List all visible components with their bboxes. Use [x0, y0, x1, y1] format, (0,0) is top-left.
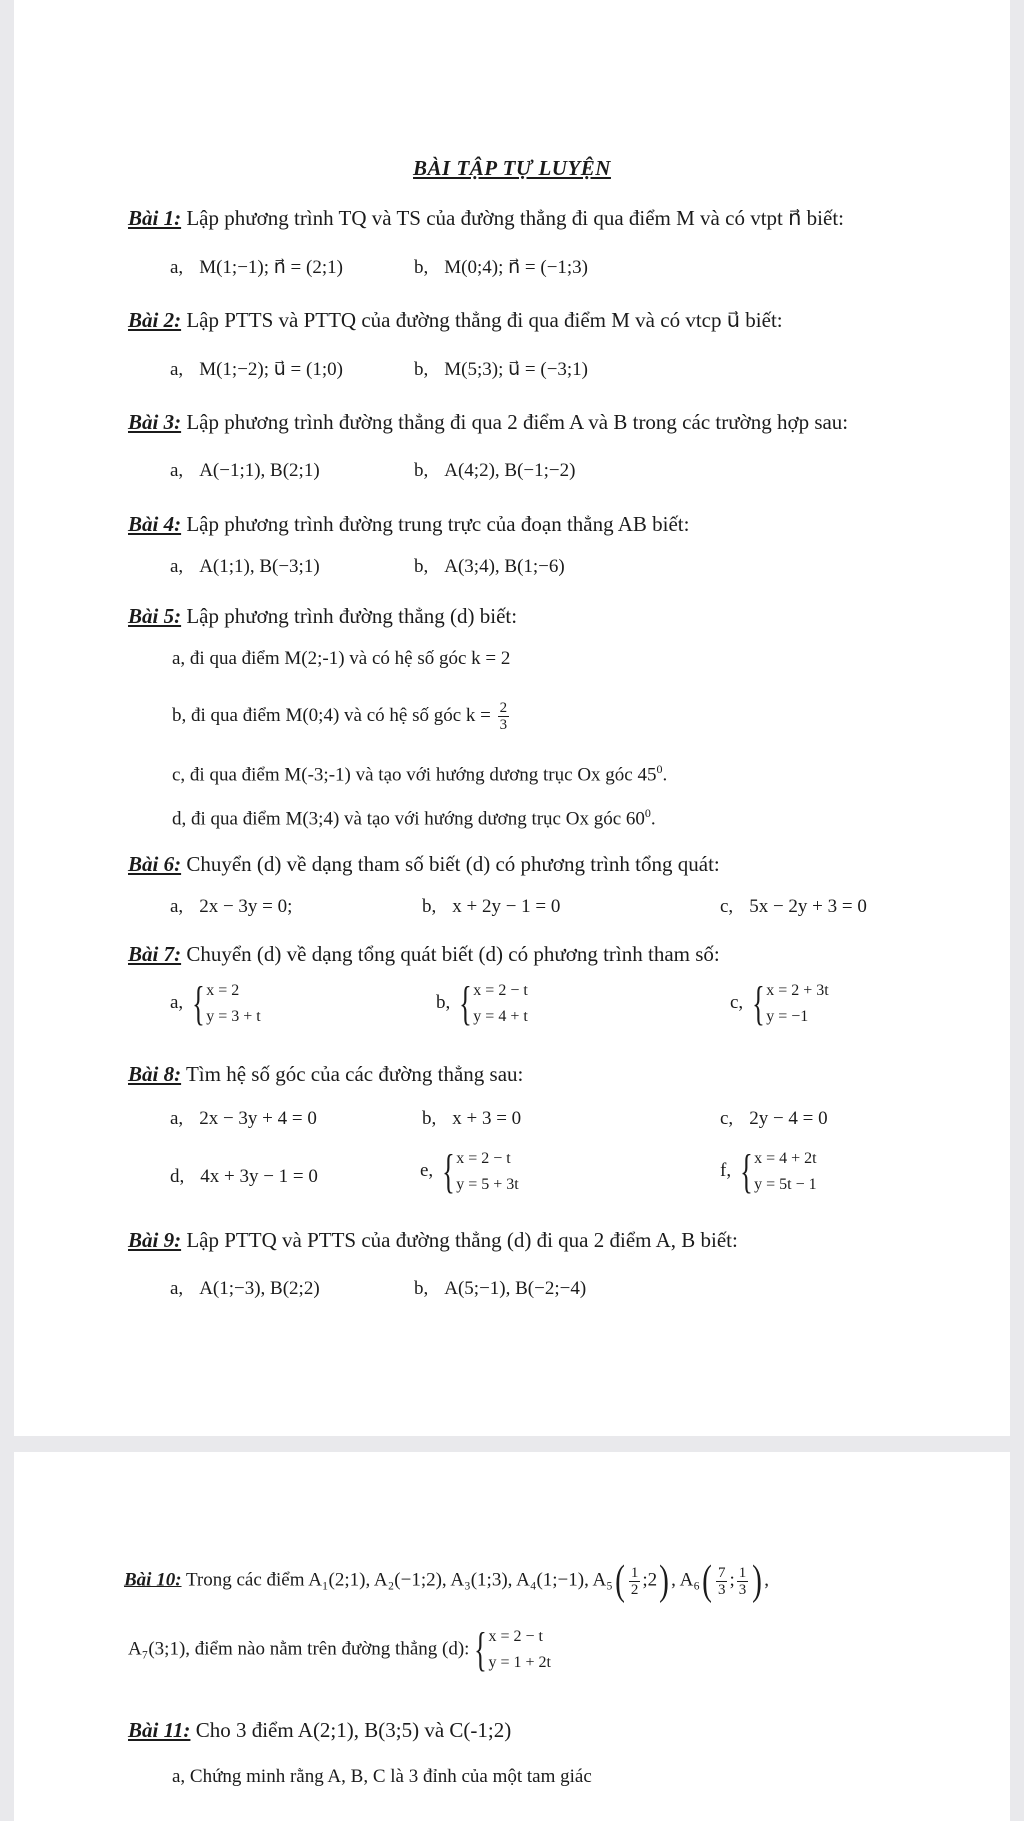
system-line: x = 2 − t [473, 982, 528, 999]
brace-icon: { [459, 977, 473, 1030]
exercise-1-text: Lập phương trình TQ và TS của đường thẳng đi qua điểm M và có vtpt n⃗ biết: [181, 206, 844, 230]
part-label: d, [170, 1166, 185, 1187]
exercise-3-label: Bài 3: [128, 410, 182, 434]
part-label: c, [720, 896, 734, 917]
exercise-8-part-d [170, 1166, 318, 1188]
part-label: a, [170, 460, 184, 481]
exercise-9-part-b [414, 1278, 586, 1300]
system-line: y = 5 + 3t [456, 1176, 519, 1193]
exercise-2-text: Lập PTTS và PTTQ của đường thẳng đi qua điểm M và có vtcp u⃗ biết: [181, 308, 783, 332]
exercise-6-part-b [422, 896, 560, 918]
fraction-numerator: 1 [738, 1564, 747, 1581]
part-label: a, [170, 1278, 184, 1299]
degree-superscript: 0 [644, 806, 651, 820]
equation-system [735, 1146, 817, 1198]
system-line: x = 4 + 2t [754, 1150, 817, 1167]
exercise-6-part-c [720, 896, 867, 918]
exercise-3-part-a [170, 460, 320, 482]
brace-icon: { [192, 977, 206, 1030]
exercise-8-part-a [170, 1108, 317, 1130]
part-expression: A(1;1), B(−3;1) [199, 556, 320, 577]
exercise-1-part-a [170, 256, 343, 279]
exercise-7-part-a [170, 978, 261, 1030]
fraction [498, 700, 510, 733]
system-line: y = 3 + t [206, 1008, 261, 1025]
exercise-8-part-e [420, 1146, 519, 1198]
part-text: d, đi qua điểm M(3;4) và tạo với hướng dương trục Ox góc 60 [172, 808, 645, 830]
part-expression: A(1;−3), B(2;2) [199, 1278, 320, 1299]
exercise-7-part-b [436, 978, 528, 1030]
exercise-2-heading [128, 308, 783, 333]
part-expression: 2y − 4 = 0 [749, 1108, 828, 1129]
part-label: e, [420, 1160, 434, 1182]
part-expression: M(1;−1); n⃗ = (2;1) [199, 257, 343, 278]
exercise-11-heading [128, 1718, 511, 1743]
equation-system [747, 978, 829, 1030]
part-expression: M(5;3); u⃗ = (−3;1) [444, 359, 589, 380]
exercise-7-text: Chuyển (d) về dạng tổng quát biết (d) có phương trình tham số: [181, 942, 720, 966]
part-label: c, [720, 1108, 734, 1129]
part-label: a, [170, 896, 184, 917]
system-line: y = −1 [766, 1008, 809, 1025]
exercise-6-part-a [170, 896, 292, 918]
exercise-6-text: Chuyển (d) về dạng tham số biết (d) có phương trình tổng quát: [181, 852, 720, 876]
exercise-8-label: Bài 8: [128, 1062, 182, 1086]
fraction [629, 1565, 641, 1598]
exercise-9-label: Bài 9: [128, 1228, 182, 1252]
part-label: b, [422, 1108, 437, 1129]
exercise-10-line-1: Bài 10: Trong các điểm A₁(2;1), A₂(−1;2), A₃(1;3), A₄(1;−1), A₅( $\frac{1}{2}$ ;2) , A₆( $\frac{7}{3}$ ; $\frac{1}{3}$ ) , [124, 1558, 769, 1604]
exercise-1-label: Bài 1: [128, 206, 182, 230]
part-expression: A(4;2), B(−1;−2) [444, 460, 576, 481]
fraction-numerator: 1 [630, 1564, 639, 1581]
system-line: x = 2 − t [488, 1628, 543, 1645]
point-label: , A₆ [671, 1569, 700, 1591]
exercise-4-label: Bài 4: [128, 512, 182, 536]
part-expression: 2x − 3y = 0; [199, 896, 293, 917]
exercise-10-text-2: A₇(3;1), điểm nào nằm trên đường thẳng (d): [128, 1638, 470, 1660]
part-label: c, [730, 992, 744, 1014]
part-label: b, [422, 896, 437, 917]
worksheet-page-2 [14, 1452, 1010, 1821]
point-coordinate: ;2 [642, 1569, 658, 1591]
fraction-numerator: 7 [717, 1564, 726, 1581]
brace-icon: { [740, 1145, 753, 1198]
part-label: b, [414, 556, 429, 577]
fraction [716, 1565, 728, 1598]
part-label: a, [170, 359, 184, 380]
worksheet-page-1 [14, 0, 1010, 1436]
part-expression: M(0;4); n⃗ = (−1;3) [444, 257, 589, 278]
exercise-8-part-b [422, 1108, 521, 1130]
part-expression: 5x − 2y + 3 = 0 [749, 896, 867, 917]
part-expression: A(−1;1), B(2;1) [199, 460, 320, 481]
part-expression: A(5;−1), B(−2;−4) [444, 1278, 587, 1299]
degree-superscript: 0 [656, 762, 663, 776]
exercise-8-text: Tìm hệ số góc của các đường thẳng sau: [181, 1062, 524, 1086]
part-expression: x + 2y − 1 = 0 [452, 896, 561, 917]
part-label: b, [414, 1278, 429, 1299]
exercise-3-part-b [414, 460, 575, 482]
exercise-4-part-a [170, 556, 320, 578]
exercise-7-heading [128, 942, 720, 967]
part-expression: 2x − 3y + 4 = 0 [199, 1108, 317, 1129]
exercise-4-part-b [414, 556, 565, 578]
equation-system [469, 1624, 551, 1676]
exercise-3-heading [128, 410, 848, 435]
equation-system [187, 978, 261, 1030]
exercise-9-text: Lập PTTQ và PTTS của đường thẳng (d) đi qua 2 điểm A, B biết: [181, 1228, 738, 1252]
worksheet-title: BÀI TẬP TỰ LUYỆN [413, 156, 611, 180]
brace-icon: { [752, 977, 766, 1030]
exercise-7-part-c [730, 978, 829, 1030]
exercise-9-part-a [170, 1278, 320, 1300]
fraction-denominator: 3 [717, 1581, 726, 1598]
exercise-4-heading [128, 512, 689, 537]
exercise-5-part-a: a, đi qua điểm M(2;-1) và có hệ số góc k = 2 [172, 648, 511, 669]
part-label: f, [720, 1160, 732, 1182]
exercise-5-part-d [172, 806, 656, 830]
exercise-5-part-b [172, 700, 511, 733]
part-label: b, [414, 257, 429, 278]
exercise-5-heading [128, 604, 517, 629]
equation-system [454, 978, 528, 1030]
fraction-denominator: 3 [738, 1581, 747, 1598]
exercise-8-part-c [720, 1108, 828, 1130]
part-label: a, [170, 556, 184, 577]
exercise-5-label: Bài 5: [128, 604, 182, 628]
part-label: a, [170, 992, 184, 1014]
part-text: b, đi qua điểm M(0;4) và có hệ số góc k = [172, 704, 496, 726]
fraction-numerator: 2 [499, 700, 508, 716]
exercise-8-heading [128, 1062, 523, 1087]
exercise-1-part-b [414, 256, 588, 279]
exercise-5-part-c [172, 762, 667, 786]
exercise-3-text: Lập phương trình đường thẳng đi qua 2 điểm A và B trong các trường hợp sau: [181, 410, 849, 434]
exercise-11-label: Bài 11: [128, 1718, 191, 1742]
paren-open-icon: ( [702, 1558, 712, 1604]
part-expression: 4x + 3y − 1 = 0 [200, 1166, 318, 1187]
exercise-10-line-2 [128, 1624, 551, 1676]
exercise-10-text: Trong các điểm A₁(2;1), A₂(−1;2), A₃(1;3), A₄(1;−1), A₅ [181, 1569, 613, 1591]
fraction-denominator: 2 [630, 1581, 639, 1598]
exercise-6-heading [128, 852, 720, 877]
part-end: . [662, 764, 668, 786]
exercise-6-label: Bài 6: [128, 852, 182, 876]
paren-close-icon: ) [659, 1558, 670, 1604]
part-expression: A(3;4), B(1;−6) [444, 556, 565, 577]
exercise-4-text: Lập phương trình đường trung trực của đoạn thẳng AB biết: [181, 512, 690, 536]
system-line: x = 2 + 3t [766, 982, 829, 999]
system-line: x = 2 − t [456, 1150, 511, 1167]
part-text: c, đi qua điểm M(-3;-1) và tạo với hướng dương trục Ox góc 45 [172, 764, 657, 786]
exercise-11-part-a: a, Chứng minh rằng A, B, C là 3 đỉnh của một tam giác [172, 1766, 592, 1787]
brace-icon: { [442, 1145, 456, 1198]
brace-icon: { [474, 1623, 488, 1676]
part-label: b, [414, 460, 429, 481]
exercise-11-text: Cho 3 điểm A(2;1), B(3;5) và C(-1;2) [190, 1718, 512, 1742]
part-label: a, [170, 257, 184, 278]
paren-close-icon: ) [752, 1558, 763, 1604]
exercise-2-part-b [414, 358, 588, 381]
fraction [737, 1565, 749, 1598]
exercise-7-label: Bài 7: [128, 942, 182, 966]
system-line: y = 4 + t [473, 1008, 528, 1025]
paren-open-icon: ( [614, 1558, 625, 1604]
exercise-8-part-f [720, 1146, 817, 1198]
part-label: b, [436, 992, 451, 1014]
part-end: . [650, 808, 656, 830]
system-line: y = 5t − 1 [754, 1176, 817, 1193]
exercise-9-heading [128, 1228, 738, 1253]
system-line: y = 1 + 2t [488, 1654, 551, 1671]
exercise-1-heading [128, 206, 844, 231]
exercise-2-part-a [170, 358, 343, 381]
fraction-denominator: 3 [499, 717, 508, 733]
exercise-10-label: Bài 10: [124, 1569, 182, 1591]
exercise-2-label: Bài 2: [128, 308, 182, 332]
exercise-5-text: Lập phương trình đường thẳng (d) biết: [181, 604, 518, 628]
system-line: x = 2 [206, 982, 240, 999]
part-label: a, [170, 1108, 184, 1129]
part-label: b, [414, 359, 429, 380]
part-expression: x + 3 = 0 [452, 1108, 522, 1129]
part-expression: M(1;−2); u⃗ = (1;0) [199, 359, 343, 380]
equation-system [437, 1146, 519, 1198]
